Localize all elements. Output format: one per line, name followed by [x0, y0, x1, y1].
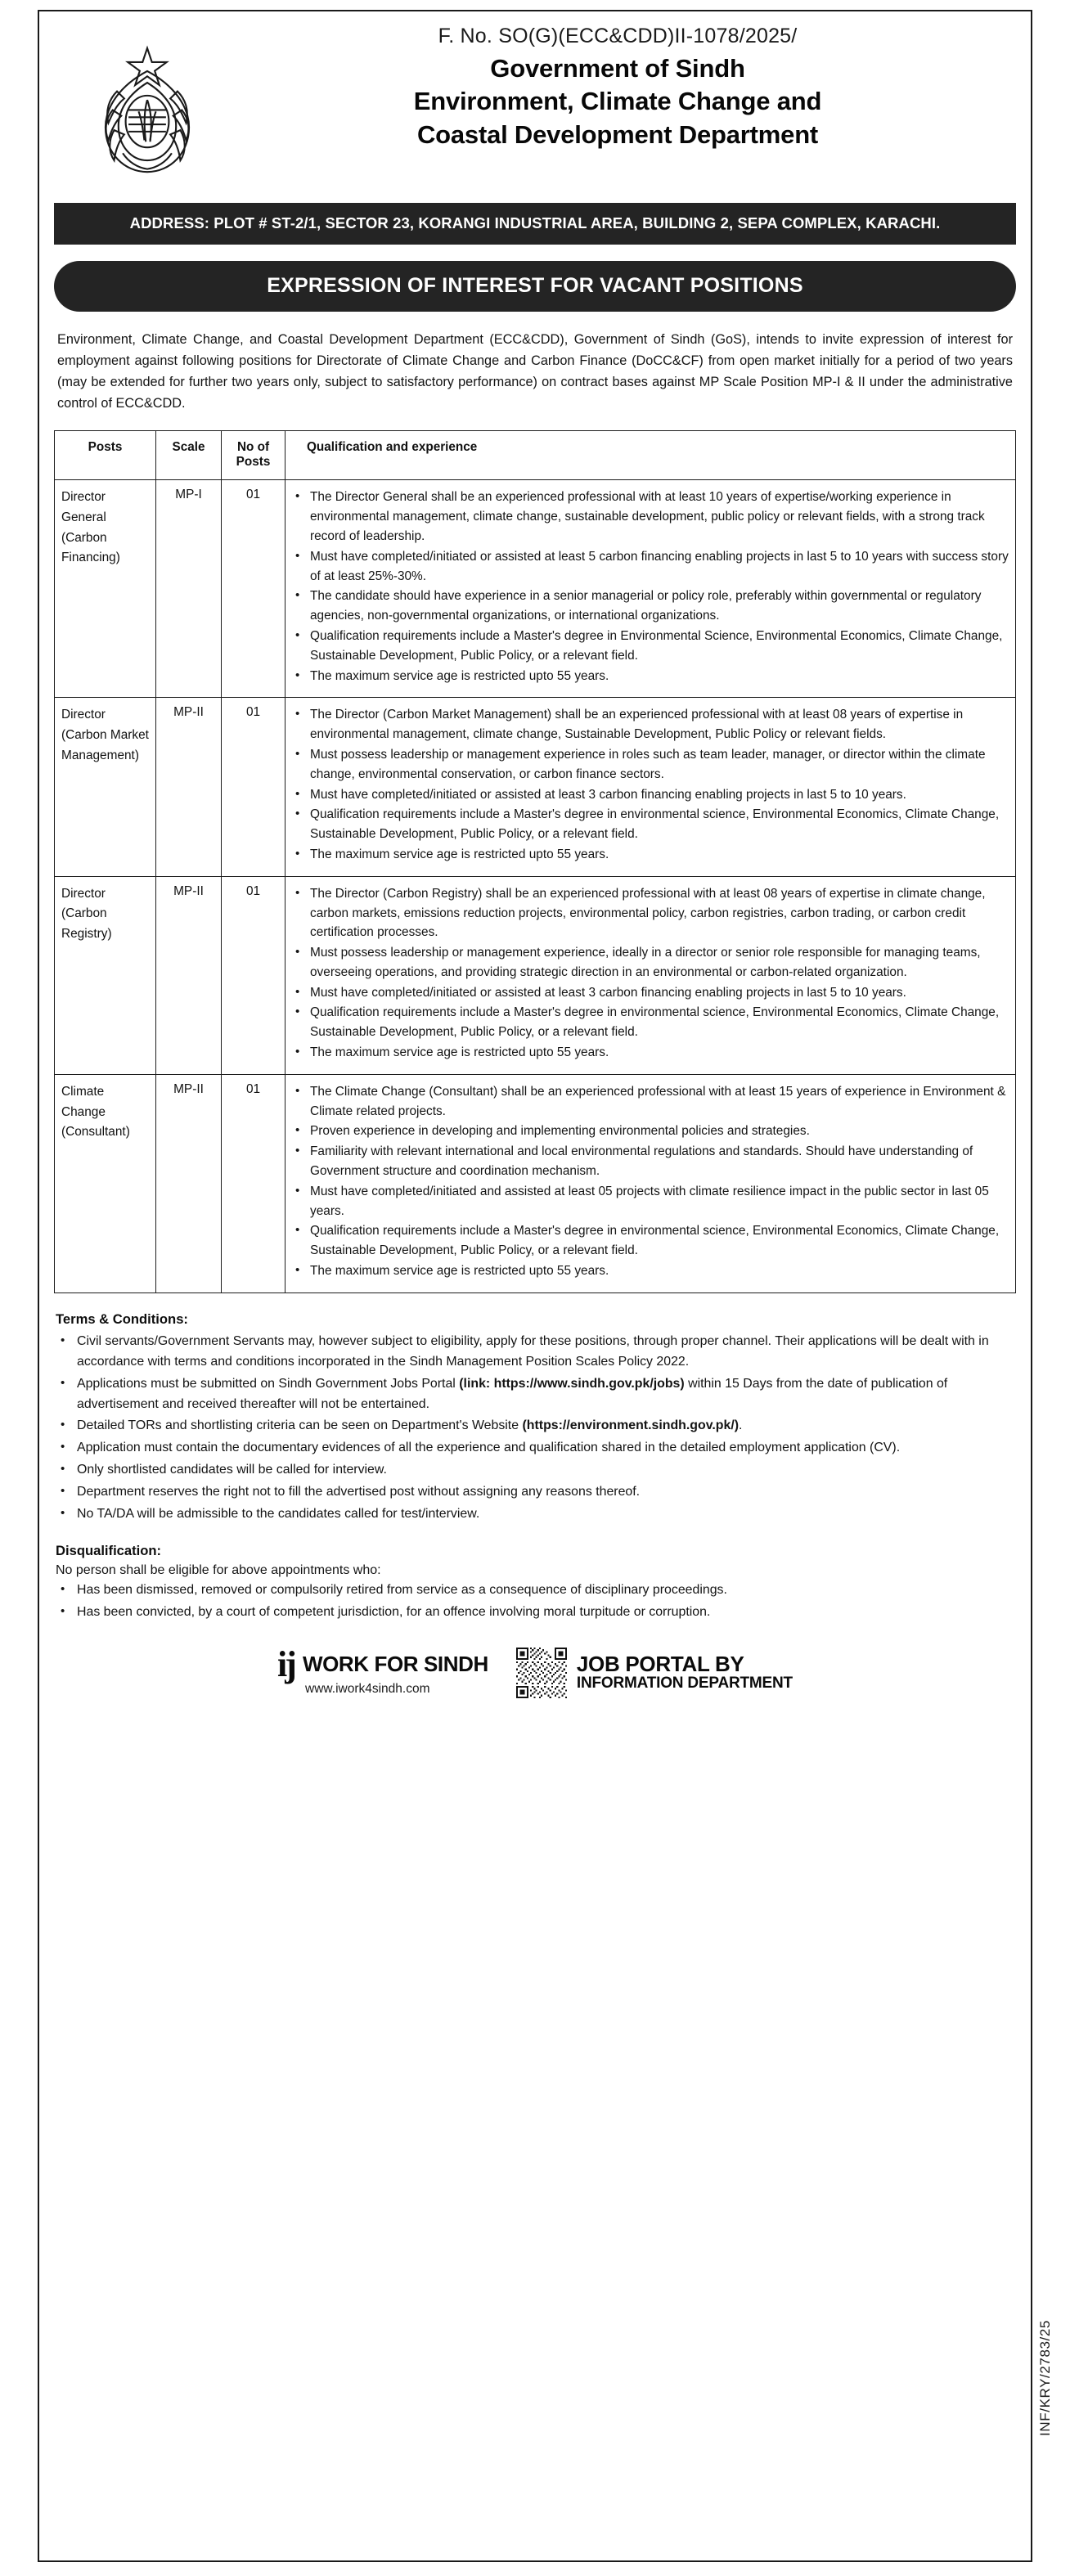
post-title-cell: Climate Change (Consultant) — [55, 1074, 156, 1292]
qr-code-icon — [516, 1648, 567, 1698]
qualification-bullet: • Qualification requirements include a Master's degree in environmental science, Environmental Economics, Climate Change, Sustainable Development, Public Policy, or a relevant field. — [292, 1003, 1009, 1042]
qualification-bullet: • The maximum service age is restricted upto 55 years. — [292, 845, 1009, 865]
qualification-bullet: • The Director (Carbon Market Management) shall be an experienced professional with at least 08 years of expertise in environmental management, climate change, Sustainable Development, Public Policy or relevant fields. — [292, 705, 1009, 744]
eoi-banner: EXPRESSION OF INTEREST FOR VACANT POSITIONS — [54, 261, 1016, 312]
terms-list — [54, 1332, 1016, 1525]
post-qualification-cell — [285, 698, 1016, 876]
terms-item — [59, 1374, 1016, 1415]
terms-item — [59, 1460, 1016, 1481]
government-title: Government of Sindh — [490, 54, 745, 83]
table-row — [55, 480, 1016, 698]
qualification-bullet: • Must have completed/initiated or assisted at least 3 carbon financing enabling projects in last 5 to 10 years. — [292, 983, 1009, 1003]
qualification-bullet: • Qualification requirements include a Master's degree in environmental science, Environmental Economics, Climate Change, Sustainable Development, Public Policy, or a relevant field. — [292, 1221, 1009, 1261]
post-title-cell: Director (Carbon Market Management) — [55, 698, 156, 876]
post-qualification-cell — [285, 1074, 1016, 1292]
terms-item-link[interactable]: (https://environment.sindh.gov.pk/) — [522, 1418, 740, 1433]
address-bar: ADDRESS: PLOT # ST-2/1, SECTOR 23, KORANGI INDUSTRIAL AREA, BUILDING 2, SEPA COMPLEX, KARACHI. — [54, 203, 1016, 245]
qualification-bullet: • The maximum service age is restricted upto 55 years. — [292, 1261, 1009, 1281]
qualification-bullet: • Must possess leadership or management experience, ideally in a director or senior role responsible for managing teams, overseeing operations, and providing strategic direction in an environmental or carbon-related organization. — [292, 943, 1009, 982]
post-scale-cell: MP-II — [156, 876, 222, 1074]
job-portal-subtitle: INFORMATION DEPARTMENT — [576, 1675, 793, 1693]
post-qualification-cell — [285, 876, 1016, 1074]
column-header-qualification: Qualification and experience — [285, 431, 1016, 480]
table-row — [55, 876, 1016, 1074]
terms-item-text-tail: within 15 Days from the date of publication of advertisement and received thereafter will not be entertained. — [77, 1376, 948, 1411]
qualification-bullet: • Must have completed/initiated or assisted at least 5 carbon financing enabling projects in last 5 to 10 years with success story of at least 25%-30%. — [292, 547, 1009, 587]
terms-item-text: Detailed TORs and shortlisting criteria can be seen on Department's Website — [77, 1418, 523, 1433]
post-scale-cell: MP-II — [156, 698, 222, 876]
table-header-row — [55, 431, 1016, 480]
disqualification-heading: Disqualification: — [56, 1542, 162, 1558]
table-row — [55, 698, 1016, 876]
post-count-cell: 01 — [222, 1074, 285, 1292]
terms-item-text: Only shortlisted candidates will be called for interview. — [77, 1463, 387, 1477]
terms-heading: Terms & Conditions: — [56, 1310, 188, 1327]
job-portal-block — [516, 1648, 793, 1698]
terms-item — [59, 1416, 1016, 1436]
terms-item-text-tail: . — [739, 1418, 743, 1433]
terms-item — [59, 1482, 1016, 1503]
footer-logos — [54, 1643, 1016, 1713]
post-count-cell: 01 — [222, 480, 285, 698]
post-scale-cell: MP-I — [156, 480, 222, 698]
post-title-cell: Director (Carbon Registry) — [55, 876, 156, 1074]
qualification-bullet: • The maximum service age is restricted upto 55 years. — [292, 1043, 1009, 1063]
qualification-bullet: • Must have completed/initiated and assisted at least 05 projects with climate resilience impact in the public sector in last 05 years. — [292, 1182, 1009, 1221]
qualification-bullet: • Must have completed/initiated or assisted at least 3 carbon financing enabling projects in last 5 to 10 years. — [292, 785, 1009, 805]
file-number: F. No. SO(G)(ECC&CDD)II-1078/2025/ — [438, 25, 798, 47]
department-title-line1: Environment, Climate Change and — [413, 87, 822, 116]
qualification-bullet: • Qualification requirements include a Master's degree in Environmental Science, Environmental Economics, Climate Change, Sustainable Development, Public Policy, or a relevant field. — [292, 627, 1009, 666]
terms-item-text: Applications must be submitted on Sindh Government Jobs Portal — [77, 1376, 460, 1391]
posts-table-body — [55, 480, 1016, 1292]
disqualification-item: • Has been dismissed, removed or compulsorily retired from service as a consequence of disciplinary proceedings. — [59, 1580, 1016, 1601]
sindh-government-crest-icon — [54, 25, 241, 185]
terms-item — [59, 1438, 1016, 1459]
qualification-bullet: • The maximum service age is restricted upto 55 years. — [292, 667, 1009, 686]
terms-item — [59, 1504, 1016, 1525]
qualification-bullet: • The Director General shall be an experienced professional with at least 10 years of expertise/working experience in environmental management, climate change, sustainable development, public policy or relevant fields, with a strong track record of leadership. — [292, 488, 1009, 546]
iwork-for-sindh-logo — [277, 1643, 488, 1697]
qualification-bullet: • Qualification requirements include a Master's degree in environmental science, Environmental Economics, Climate Change, Sustainable Development, Public Policy, or a relevant field. — [292, 805, 1009, 844]
terms-item — [59, 1332, 1016, 1373]
terms-item-text: Department reserves the right not to fill the advertised post without assigning any reasons thereof. — [77, 1485, 641, 1499]
column-header-scale: Scale — [156, 431, 222, 480]
qualification-bullet: • Familiarity with relevant international and local environmental regulations and standards. Should have understanding of Government structure and coordination mechanism. — [292, 1142, 1009, 1181]
department-title-line2: Coastal Development Department — [416, 119, 819, 149]
qualification-bullet: • Proven experience in developing and implementing environmental policies and strategies. — [292, 1122, 1009, 1141]
intro-paragraph: Environment, Climate Change, and Coastal Development Department (ECC&CDD), Government of Sindh (GoS), intends to invite expression of interest for employment against following positions for Directorate of Climate Change and Carbon Finance (DoCC&CF) from open market initially for a period of two years (may be extended for further two years only, subject to satisfactory performance) on contract bases against MP Scale Position MP-I & II under the administrative control of ECC&CDD. — [57, 332, 1013, 411]
terms-item-text: Civil servants/Government Servants may, however subject to eligibility, apply for these positions, through proper channel. Their applications will be dealt with in accordance with terms and conditions incorporated in the Sindh Management Position Scales Policy 2022. — [77, 1333, 989, 1369]
iwork-url: www.iwork4sindh.com — [305, 1681, 430, 1696]
job-portal-title: JOB PORTAL BY — [576, 1652, 744, 1677]
terms-item-text: No TA/DA will be admissible to the candidates called for test/interview. — [77, 1506, 480, 1521]
advertisement-reference-number: INF/KRY/2783/25 — [1037, 2320, 1053, 2436]
column-header-no-of-posts: No of Posts — [222, 431, 285, 480]
qualification-bullet: • The Director (Carbon Registry) shall be an experienced professional with at least 08 years of expertise in climate change, carbon markets, emissions reduction projects, environmental policy, carbon registries, carbon trading, or carbon credit certification processes. — [292, 884, 1009, 942]
table-row — [55, 1074, 1016, 1292]
disqualification-item: • Has been convicted, by a court of competent jurisdiction, for an offence involving moral turpitude or corruption. — [59, 1603, 1016, 1623]
post-qualification-cell — [285, 480, 1016, 698]
post-count-cell: 01 — [222, 698, 285, 876]
disqualification-lead: No person shall be eligible for above appointments who: — [56, 1562, 381, 1577]
qualification-bullet: • The Climate Change (Consultant) shall be an experienced professional with at least 15 years of experience in Environment & Climate related projects. — [292, 1082, 1009, 1122]
qualification-bullet: • Must possess leadership or management experience in roles such as team leader, manager, or director within the climate change, environmental conservation, or carbon finance sectors. — [292, 745, 1009, 784]
post-title-cell: Director General (Carbon Financing) — [55, 480, 156, 698]
iwork-mark-icon: ij — [277, 1643, 294, 1684]
disqualification-list — [54, 1580, 1016, 1623]
qualification-bullet: • The candidate should have experience in a senior managerial or policy role, preferably within governmental or regulatory agencies, non-governmental organizations, or international organizations. — [292, 587, 1009, 626]
terms-item-text: Application must contain the documentary evidences of all the experience and qualification shared in the detailed employment application (CV). — [77, 1441, 901, 1455]
posts-table — [54, 430, 1016, 1292]
iwork-title: WORK FOR SINDH — [302, 1652, 488, 1677]
column-header-posts: Posts — [55, 431, 156, 480]
post-scale-cell: MP-II — [156, 1074, 222, 1292]
post-count-cell: 01 — [222, 876, 285, 1074]
document-header — [54, 18, 1016, 185]
terms-item-link[interactable]: (link: https://www.sindh.gov.pk/jobs) — [459, 1376, 685, 1391]
